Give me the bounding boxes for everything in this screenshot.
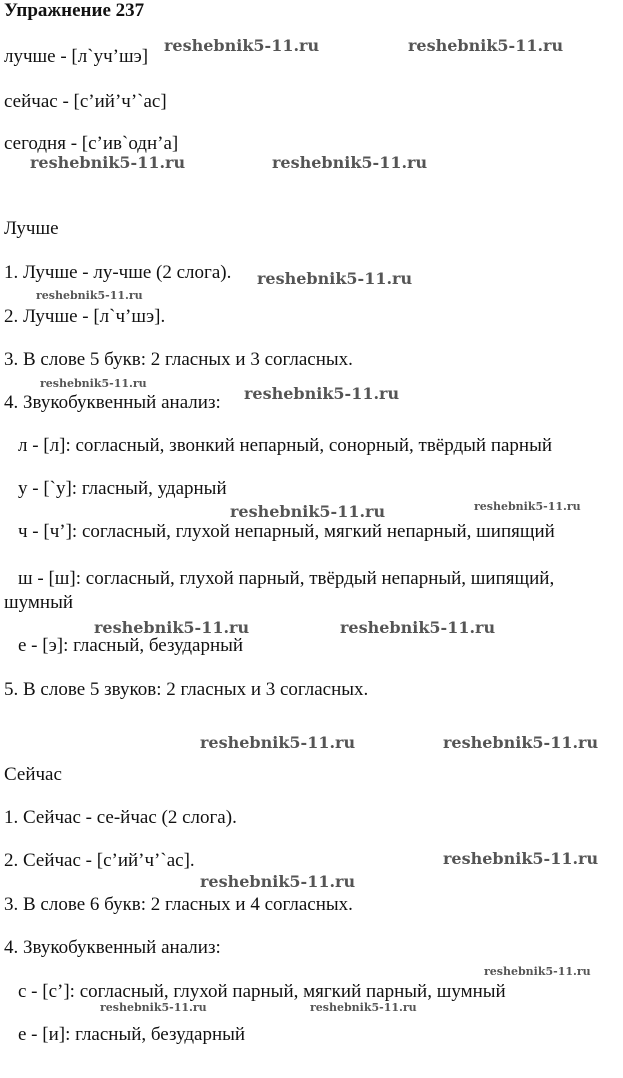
watermark: reshebnik5-11.ru	[244, 384, 400, 403]
watermark: reshebnik5-11.ru	[94, 618, 250, 637]
watermark: reshebnik5-11.ru	[30, 153, 186, 172]
sound-row-sh-continued: шумный	[4, 592, 74, 613]
analysis-step-sounds: 5. В слове 5 звуков: 2 гласных и 3 согласных.	[4, 679, 369, 700]
watermark: reshebnik5-11.ru	[257, 269, 413, 288]
watermark: reshebnik5-11.ru	[310, 1001, 417, 1014]
sound-row-sh: ш - [ш]: согласный, глухой парный, твёрдый непарный, шипящий,	[18, 568, 555, 589]
sound-row-e-2: е - [и]: гласный, безударный	[18, 1024, 246, 1045]
sound-row-e: е - [э]: гласный, безударный	[18, 635, 244, 656]
exercise-title: Упражнение 237	[4, 0, 145, 21]
analysis-step-syllables-2: 1. Сейчас - се-йчас (2 слога).	[4, 807, 237, 828]
watermark: reshebnik5-11.ru	[100, 1001, 207, 1014]
section-heading-luchshe: Лучше	[4, 218, 59, 239]
watermark: reshebnik5-11.ru	[200, 733, 356, 752]
watermark: reshebnik5-11.ru	[272, 153, 428, 172]
sound-row-s: с - [с’]: согласный, глухой парный, мягкий парный, шумный	[18, 981, 506, 1002]
sound-row-l: л - [л]: согласный, звонкий непарный, сонорный, твёрдый парный	[18, 435, 553, 456]
analysis-step-letters: 3. В слове 5 букв: 2 гласных и 3 согласных.	[4, 349, 353, 370]
watermark: reshebnik5-11.ru	[443, 733, 599, 752]
transcription-line-seychas: сейчас - [с’ий’ч’`ас]	[4, 91, 167, 112]
analysis-step-letters-2: 3. В слове 6 букв: 2 гласных и 4 согласных.	[4, 894, 353, 915]
watermark: reshebnik5-11.ru	[230, 502, 386, 521]
watermark: reshebnik5-11.ru	[40, 377, 147, 390]
analysis-step-syllables: 1. Лучше - лу-чше (2 слога).	[4, 262, 232, 283]
transcription-line-segodnya: сегодня - [с’ив`одн’а]	[4, 133, 179, 154]
analysis-step-sound-letter: 4. Звукобуквенный анализ:	[4, 392, 221, 413]
watermark: reshebnik5-11.ru	[36, 289, 143, 302]
sound-row-ch: ч - [ч’]: согласный, глухой непарный, мягкий непарный, шипящий	[18, 521, 555, 542]
watermark: reshebnik5-11.ru	[484, 965, 591, 978]
watermark: reshebnik5-11.ru	[443, 849, 599, 868]
analysis-step-transcription-2: 2. Сейчас - [с’ий’ч’`ас].	[4, 850, 195, 871]
sound-row-u: у - [`у]: гласный, ударный	[18, 478, 227, 499]
section-heading-seychas: Сейчас	[4, 764, 62, 785]
transcription-line-luchshe: лучше - [л`уч’шэ]	[4, 46, 149, 67]
watermark: reshebnik5-11.ru	[408, 36, 564, 55]
analysis-step-transcription: 2. Лучше - [л`ч’шэ].	[4, 306, 166, 327]
watermark: reshebnik5-11.ru	[474, 500, 581, 513]
watermark: reshebnik5-11.ru	[164, 36, 320, 55]
analysis-step-sound-letter-2: 4. Звукобуквенный анализ:	[4, 937, 221, 958]
watermark: reshebnik5-11.ru	[340, 618, 496, 637]
watermark: reshebnik5-11.ru	[200, 872, 356, 891]
